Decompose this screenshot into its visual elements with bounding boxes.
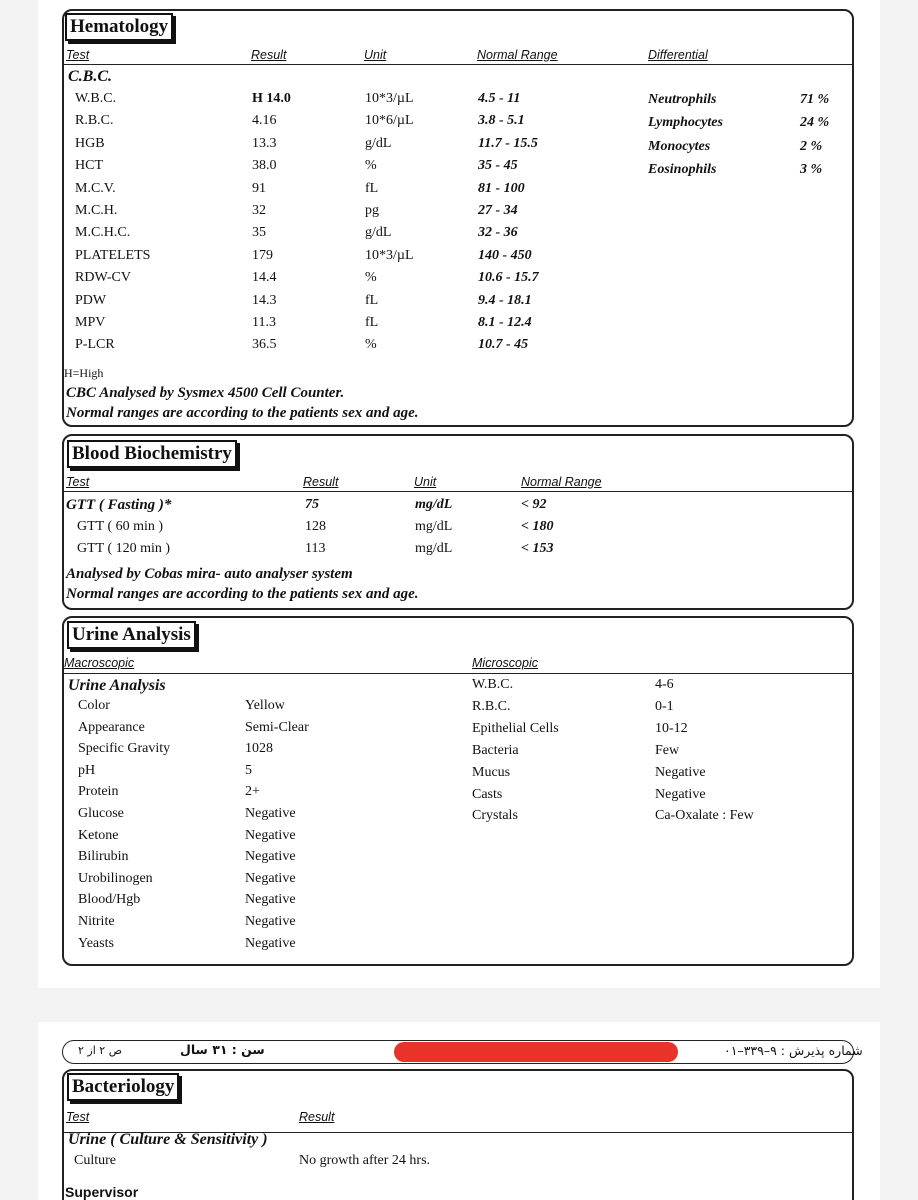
hema-range: 8.1 - 12.4	[478, 315, 532, 330]
bio-unit: mg/dL	[415, 497, 453, 512]
hema-result: 179	[252, 247, 273, 263]
hema-range: 27 - 34	[478, 203, 518, 218]
col-header-result: Result	[303, 475, 339, 489]
differential-value: 24 %	[800, 115, 830, 131]
note-high: H=High	[64, 366, 104, 380]
urine-macro-test: Appearance	[78, 719, 145, 735]
report-page-1	[38, 0, 880, 988]
col-header-result: Result	[299, 1110, 335, 1124]
urine-micro-test: Mucus	[472, 764, 511, 780]
urine-micro-test: W.B.C.	[472, 677, 514, 692]
bio-test-name: GTT ( Fasting )*	[66, 497, 172, 513]
hema-result: H 14.0	[252, 91, 291, 106]
bio-result: 75	[305, 497, 319, 512]
urine-macro-result: 1028	[245, 741, 273, 757]
bio-unit: mg/dL	[415, 519, 453, 534]
col-header-macroscopic: Macroscopic	[64, 656, 135, 670]
hematology-section	[62, 9, 854, 427]
differential-value: 71 %	[800, 92, 830, 107]
differential-name: Lymphocytes	[648, 115, 723, 131]
header-divider	[64, 491, 852, 492]
page-number: ص ۲ از ۲	[78, 1044, 123, 1057]
patient-age: سن : ۳۱ سال	[180, 1042, 265, 1057]
col-header-unit: Unit	[414, 475, 437, 489]
urine-micro-test: Casts	[472, 786, 503, 802]
urine-micro-test: R.B.C.	[472, 698, 511, 714]
hema-result: 4.16	[252, 113, 277, 129]
urine-micro-test: Crystals	[472, 808, 518, 824]
urine-macro-test: Glucose	[78, 806, 124, 821]
hema-test-name: HGB	[75, 135, 105, 151]
hema-unit: fL	[365, 292, 379, 308]
report-page-2	[38, 1022, 880, 1200]
urine-micro-test: Bacteria	[472, 742, 519, 758]
col-header-unit: Unit	[364, 48, 387, 62]
bio-unit: mg/dL	[415, 541, 453, 556]
bio-result: 128	[305, 519, 326, 534]
hema-unit: %	[365, 270, 377, 286]
differential-name: Monocytes	[648, 138, 711, 154]
urine-micro-result: Few	[655, 742, 680, 758]
col-header-result: Result	[251, 48, 287, 62]
urine-macro-result: Yellow	[245, 698, 285, 713]
hema-result: 35	[252, 225, 266, 241]
hema-result: 11.3	[252, 315, 276, 330]
culture-test: Culture	[74, 1153, 116, 1168]
hema-unit: %	[365, 337, 377, 353]
hematology-title: Hematology	[65, 13, 173, 41]
col-header-test: Test	[66, 48, 90, 62]
redacted-patient-name	[394, 1042, 678, 1062]
differential-name: Neutrophils	[648, 92, 717, 107]
col-header-microscopic: Microscopic	[472, 656, 538, 670]
hema-test-name: R.B.C.	[75, 113, 114, 129]
hema-result: 13.3	[252, 135, 277, 151]
hema-range: 11.7 - 15.5	[478, 135, 538, 151]
urine-micro-result: Negative	[655, 764, 706, 780]
differential-name: Eosinophils	[648, 161, 717, 177]
supervisor-label: Supervisor	[65, 1184, 139, 1200]
urine-macro-test: Ketone	[78, 827, 119, 843]
urine-macro-result: Negative	[245, 870, 296, 886]
hema-test-name: PLATELETS	[75, 247, 151, 263]
cbc-group-label: C.B.C.	[68, 68, 113, 85]
hema-test-name: W.B.C.	[75, 91, 117, 106]
biochemistry-title: Blood Biochemistry	[67, 440, 237, 468]
bio-test-name: GTT ( 60 min )	[77, 519, 164, 534]
urine-macro-result: Negative	[245, 849, 296, 865]
header-divider	[64, 64, 852, 65]
hema-unit: 10*3/µL	[365, 91, 414, 106]
note-hema-ranges: Normal ranges are according to the patients sex and age.	[66, 405, 419, 421]
hema-result: 32	[252, 203, 266, 218]
hema-unit: pg	[365, 203, 379, 218]
hema-result: 14.3	[252, 292, 277, 308]
hema-range: 10.6 - 15.7	[478, 270, 539, 286]
note-bio-ranges: Normal ranges are according to the patients sex and age.	[66, 586, 419, 602]
bio-range: < 180	[521, 519, 554, 534]
hema-unit: 10*6/µL	[365, 113, 414, 129]
bio-range: < 153	[521, 541, 554, 556]
hema-test-name: MPV	[75, 315, 106, 330]
hema-range: 32 - 36	[478, 225, 518, 241]
urine-macro-result: Negative	[245, 827, 296, 843]
hema-unit: g/dL	[365, 135, 392, 151]
bio-result: 113	[305, 541, 326, 556]
hema-test-name: PDW	[75, 292, 107, 308]
urine-macro-test: Bilirubin	[78, 849, 129, 865]
header-divider	[64, 673, 852, 674]
col-header-test: Test	[66, 475, 90, 489]
hema-range: 3.8 - 5.1	[478, 113, 525, 129]
urine-macro-test: Nitrite	[78, 914, 115, 929]
urine-macro-result: Negative	[245, 806, 296, 821]
col-header-range: Normal Range	[521, 475, 602, 489]
differential-value: 2 %	[800, 138, 823, 154]
hema-unit: g/dL	[365, 225, 392, 241]
col-header-differential: Differential	[648, 48, 708, 62]
urine-group-label: Urine Analysis	[68, 677, 166, 694]
urine-micro-test: Epithelial Cells	[472, 720, 559, 736]
culture-result: No growth after 24 hrs.	[299, 1153, 431, 1168]
col-header-test: Test	[66, 1110, 90, 1124]
urine-macro-result: 2+	[245, 784, 260, 800]
urine-macro-test: pH	[78, 762, 96, 778]
urine-macro-result: Negative	[245, 892, 296, 908]
hema-test-name: P-LCR	[75, 337, 115, 353]
hema-range: 140 - 450	[478, 247, 532, 263]
hema-range: 10.7 - 45	[478, 337, 529, 353]
urine-micro-result: Ca-Oxalate : Few	[655, 808, 754, 824]
urine-micro-result: 4-6	[655, 677, 674, 692]
urine-macro-test: Specific Gravity	[78, 741, 171, 757]
hema-range: 81 - 100	[478, 180, 525, 196]
urine-title: Urine Analysis	[67, 621, 196, 649]
urine-macro-result: Negative	[245, 935, 296, 951]
hema-result: 36.5	[252, 337, 277, 353]
bio-range: < 92	[521, 497, 547, 512]
hema-range: 9.4 - 18.1	[478, 292, 532, 308]
admission-number: شماره پذیرش : ۹–۳۳۹–۰۱	[724, 1043, 863, 1058]
hema-test-name: RDW-CV	[75, 270, 131, 286]
culture-group-label: Urine ( Culture & Sensitivity )	[68, 1131, 268, 1148]
urine-micro-result: Negative	[655, 786, 706, 802]
hema-result: 91	[252, 180, 266, 196]
hema-result: 38.0	[252, 158, 277, 174]
urine-macro-result: Negative	[245, 914, 296, 929]
hema-unit: 10*3/µL	[365, 247, 414, 263]
differential-value: 3 %	[800, 161, 823, 177]
note-cbc-analyser: CBC Analysed by Sysmex 4500 Cell Counter.	[66, 385, 345, 401]
urine-macro-test: Yeasts	[78, 935, 114, 951]
hema-unit: fL	[365, 315, 379, 330]
hema-test-name: M.C.V.	[75, 180, 116, 196]
note-bio-analyser: Analysed by Cobas mira- auto analyser system	[66, 566, 353, 582]
col-header-range: Normal Range	[477, 48, 558, 62]
hema-range: 35 - 45	[478, 158, 518, 174]
hema-range: 4.5 - 11	[478, 91, 521, 106]
urine-section	[62, 616, 854, 966]
urine-micro-result: 10-12	[655, 720, 688, 736]
bio-test-name: GTT ( 120 min )	[77, 541, 171, 556]
urine-micro-result: 0-1	[655, 698, 674, 714]
urine-macro-test: Blood/Hgb	[78, 892, 141, 908]
hema-test-name: M.C.H.C.	[75, 225, 131, 241]
hema-result: 14.4	[252, 270, 277, 286]
hema-test-name: HCT	[75, 158, 103, 174]
urine-macro-test: Color	[78, 698, 110, 713]
urine-macro-result: 5	[245, 762, 252, 778]
urine-macro-result: Semi-Clear	[245, 719, 309, 735]
bacteriology-title: Bacteriology	[67, 1073, 179, 1101]
hema-test-name: M.C.H.	[75, 203, 118, 218]
urine-macro-test: Protein	[78, 784, 119, 800]
hema-unit: fL	[365, 180, 379, 196]
hema-unit: %	[365, 158, 377, 174]
urine-macro-test: Urobilinogen	[78, 870, 153, 886]
